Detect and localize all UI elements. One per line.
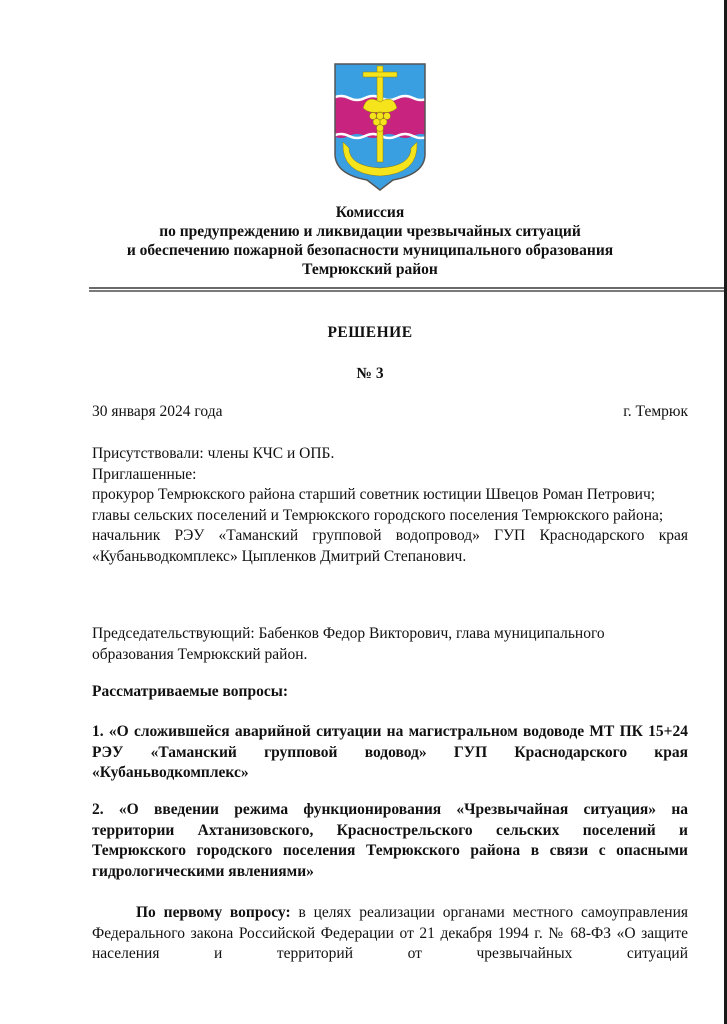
date-place-row xyxy=(92,403,688,421)
question-item-1 xyxy=(92,722,688,784)
header-line-3: и обеспечению пожарной безопасности муниципального образования xyxy=(126,242,614,259)
questions-heading: Рассматриваемые вопросы: xyxy=(92,683,289,700)
first-question-answer xyxy=(92,903,688,965)
answer-label: По первому вопросу: xyxy=(136,904,291,921)
question-text: 2. «О введении режима функционирования «Чрезвычайная ситуация» на территории Ахтанизовского, Краснострельского сельских поселений и Темрюкского городского поселения Темрюкского района в связи с опасными гидрологическими явлениями» xyxy=(92,801,688,880)
answer-text: в целях реализации органами местного самоуправления Федерального закона Российской Федерации от 21 декабря 1994 г. № 68-ФЗ «О защите населения и территорий от чрезвычайных ситуаций xyxy=(92,904,688,962)
commission-header xyxy=(60,203,680,279)
document-place: г. Темрюк xyxy=(623,403,688,420)
chair-text: Председательствующий: Бабенков Федор Викторович, глава муниципального образования Темрюкский район. xyxy=(92,625,605,663)
header-line-1: Комиссия xyxy=(335,204,405,221)
invited-item: прокурор Темрюкского района старший советник юстиции Швецов Роман Петрович; xyxy=(92,486,656,503)
invited-item: начальник РЭУ «Таманский групповой водопровод» ГУП Краснодарского края «Кубаньводкомплекс» Цыпленков Дмитрий Степанович. xyxy=(92,527,688,565)
present-line: Присутствовали: члены КЧС и ОПБ. xyxy=(92,445,335,462)
header-separator xyxy=(89,287,724,292)
answer-paragraph xyxy=(92,903,688,965)
header-line-4: Темрюкский район xyxy=(302,261,438,278)
attendees-section xyxy=(92,444,688,567)
chair-section xyxy=(92,624,688,665)
header-line-2: по предупреждению и ликвидации чрезвычайных ситуаций xyxy=(159,223,581,240)
invited-label: Приглашенные: xyxy=(92,465,197,483)
question-item-2 xyxy=(92,800,688,882)
document-number: № 3 xyxy=(356,365,384,382)
coat-of-arms-icon xyxy=(333,62,427,192)
document-title: РЕШЕНИЕ xyxy=(327,324,413,341)
document-date: 30 января 2024 года xyxy=(92,403,223,420)
invited-item: главы сельских поселений и Темрюкского городского поселения Темрюкского района; xyxy=(92,506,664,524)
question-text: 1. «О сложившейся аварийной ситуации на магистральном водоводе МТ ПК 15+24 РЭУ «Таманский групповой водовод» ГУП Краснодарского края «Кубаньводкомплекс» xyxy=(92,723,688,781)
